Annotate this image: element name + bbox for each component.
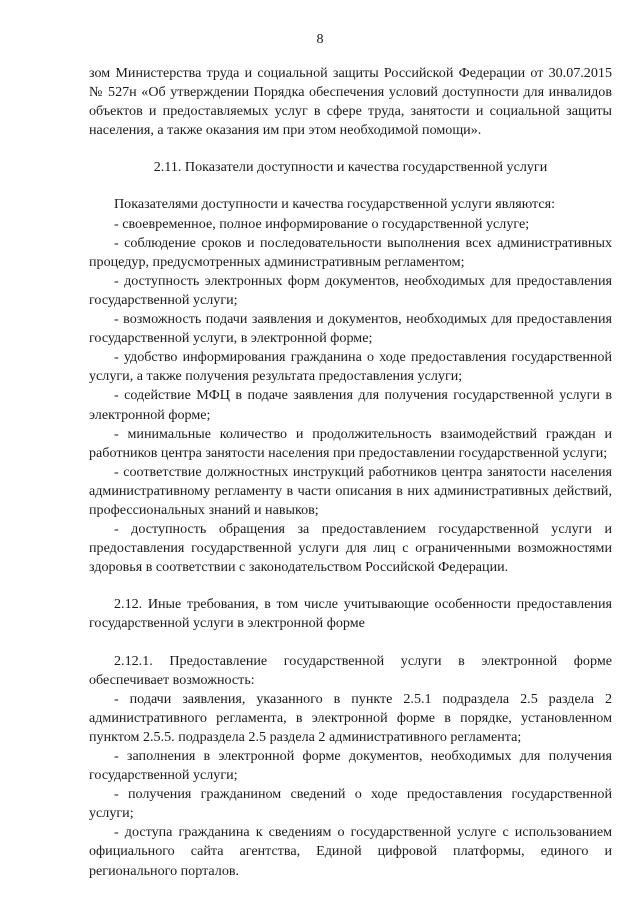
list-item: - доступность электронных форм документов, необходимых для предоставления государственной услуги; bbox=[89, 272, 612, 308]
section-heading-2-12: 2.12. Иные требования, в том числе учитывающие особенности предоставления государственной услуги в электронной форме bbox=[89, 596, 612, 632]
document-body bbox=[89, 64, 612, 881]
page-number: 8 bbox=[316, 31, 324, 47]
list-item: - доступность обращения за предоставлением государственной услуги и предоставления государственной услуги для лиц с ограниченными возможностями здоровья в соответствии с законодательством Российской Федерации. bbox=[89, 521, 612, 576]
list-item: - подачи заявления, указанного в пункте 2.5.1 подраздела 2.5 раздела 2 административного регламента, в электронной форме в порядке, установленном пунктом 2.5.5. подраздела 2.5 раздела 2 административного регламента; bbox=[89, 690, 612, 745]
indicators-lead: Показателями доступности и качества государственной услуги являются: bbox=[114, 196, 556, 213]
paragraph-2-12-1: 2.12.1. Предоставление государственной услуги в электронной форме обеспечивает возможность: bbox=[89, 652, 612, 688]
list-item: - своевременное, полное информирование о государственной услуге; bbox=[114, 215, 530, 232]
list-item: - получения гражданином сведений о ходе предоставления государственной услуги; bbox=[89, 786, 612, 822]
list-item: - заполнения в электронной форме документов, необходимых для получения государственной услуги; bbox=[89, 748, 612, 784]
list-item: - доступа гражданина к сведениям о государственной услуге с использованием официального сайта агентства, Единой цифровой платформы, единого и регионального порталов. bbox=[89, 824, 612, 879]
list-item: - удобство информирования гражданина о ходе предоставления государственной услуги, а также получения результата предоставления услуги; bbox=[89, 349, 612, 385]
list-item: - возможность подачи заявления и документов, необходимых для предоставления государственной услуги, в электронной форме; bbox=[89, 311, 612, 347]
list-item: - минимальные количество и продолжительность взаимодействий граждан и работников центра занятости населения при предоставлении государственной услуги; bbox=[89, 425, 612, 461]
list-item: - соблюдение сроков и последовательности выполнения всех административных процедур, предусмотренных административным регламентом; bbox=[89, 234, 612, 270]
intro-paragraph: зом Министерства труда и социальной защиты Российской Федерации от 30.07.2015 № 527н «Об утверждении Порядка обеспечения условий доступности для инвалидов объектов и предоставляемых услуг в сфере труда, занятости и социальной защиты населения, а также оказания им при этом необходимой помощи». bbox=[89, 65, 612, 139]
section-heading-2-11: 2.11. Показатели доступности и качества государственной услуги bbox=[153, 159, 548, 176]
list-item: - содействие МФЦ в подаче заявления для получения государственной услуги в электронной форме; bbox=[89, 387, 612, 423]
list-item: - соответствие должностных инструкций работников центра занятости населения административному регламенту в части описания в них административных действий, профессиональных знаний и навыков; bbox=[89, 463, 612, 518]
